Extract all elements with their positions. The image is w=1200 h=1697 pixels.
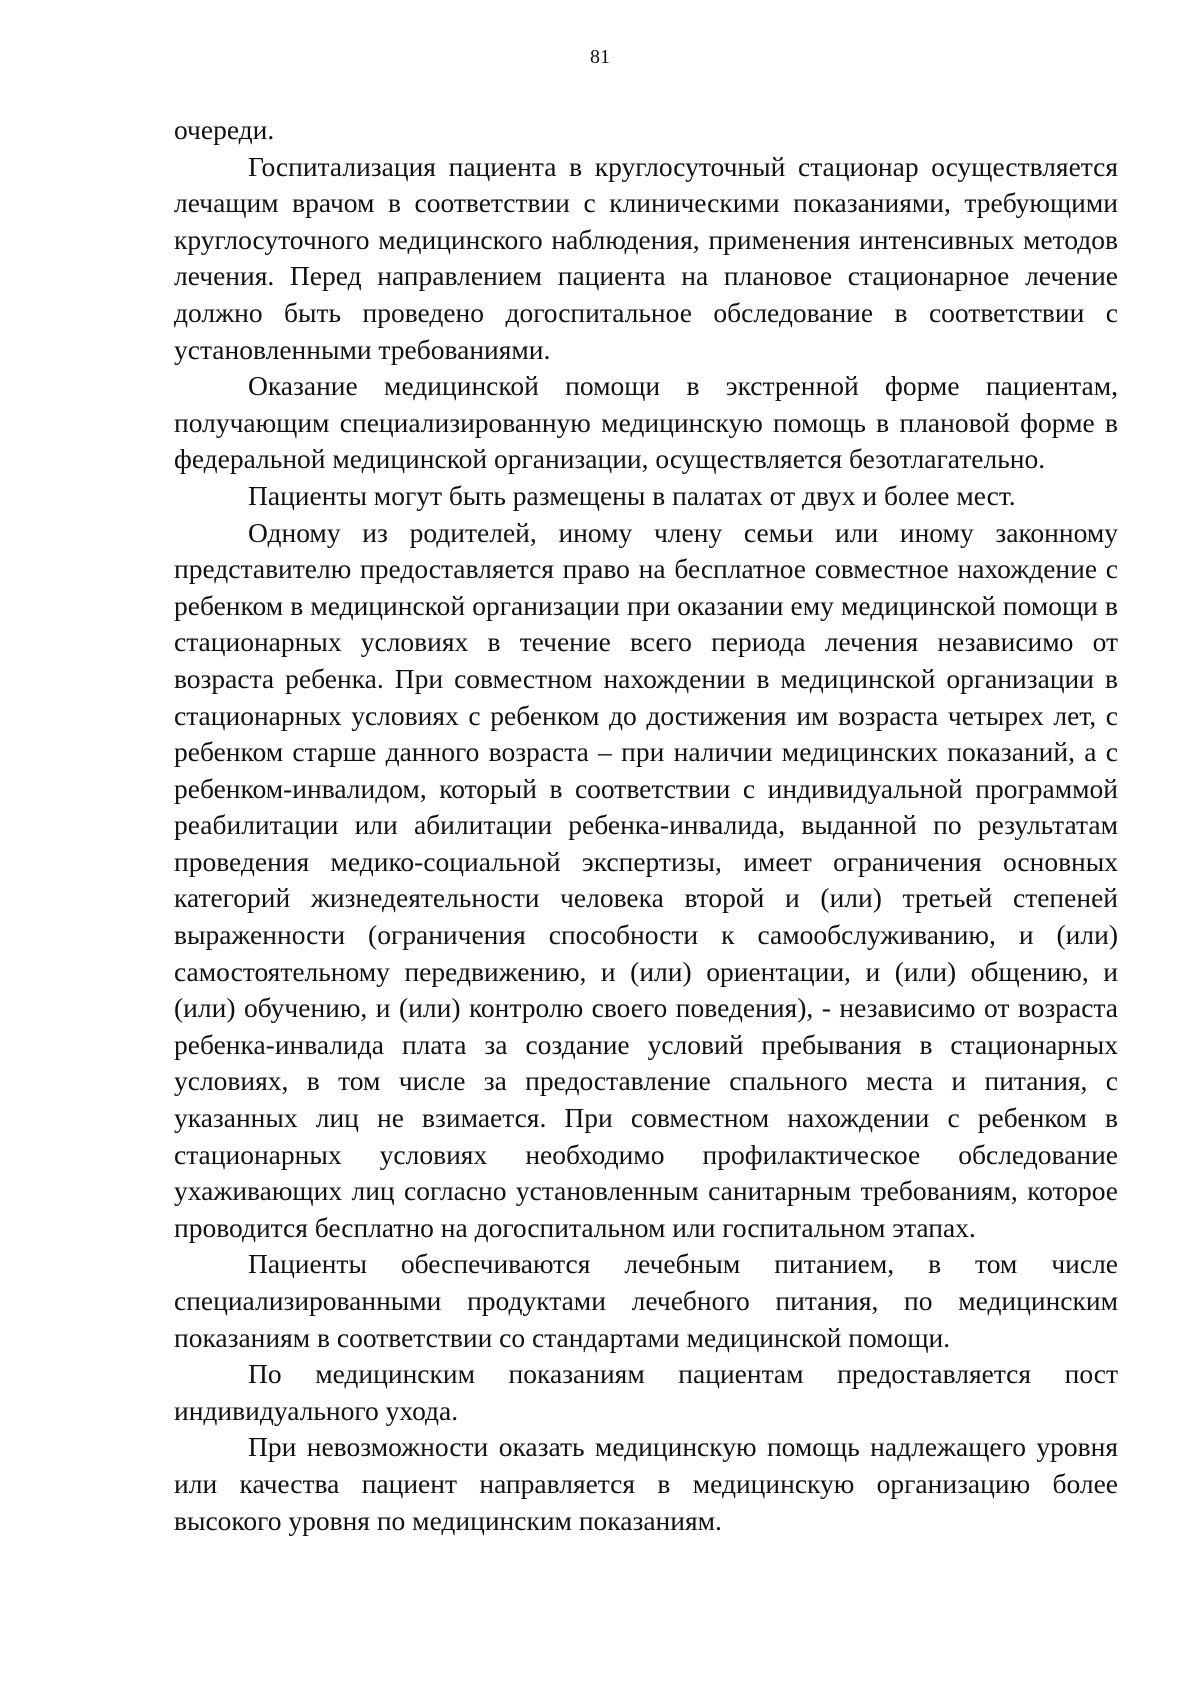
document-body — [174, 112, 1118, 1539]
page-number: 81 — [590, 46, 610, 68]
paragraph-emergency-care: Оказание медицинской помощи в экстренной форме пациентам, получающим специализированную медицинскую помощь в плановой форме в федеральной медицинской организации, осуществляется безотлагательно. — [174, 370, 1118, 475]
paragraph-individual-care: По медицинским показаниям пациентам предоставляется пост индивидуального ухода. — [174, 1358, 1118, 1426]
paragraph-parent-accommodation: Одному из родителей, иному члену семьи или иному законному представителю предоставляется право на бесплатное совместное нахождение с ребенком в медицинской организации при оказании ему медицинской помощи в стационарных условиях в течение всего периода лечения независимо от возраста ребенка. При совместном нахождении в медицинской организации в стационарных условиях с ребенком до достижения им возраста четырех лет, с ребенком старше данного возраста – при наличии медицинских показаний, а с ребенком-инвалидом, который в соответствии с индивидуальной программой реабилитации или абилитации ребенка-инвалида, выданной по результатам проведения медико-социальной экспертизы, имеет ограничения основных категорий жизнедеятельности человека второй и (или) третьей степеней выраженности (ограничения способности к самообслуживанию, и (или) самостоятельному передвижению, и (или) ориентации, и (или) общению, и (или) обучению, и (или) контролю своего поведения), - независимо от возраста ребенка-инвалида плата за создание условий пребывания в стационарных условиях, в том числе за предоставление спального места и питания, с указанных лиц не взимается. При совместном нахождении с ребенком в стационарных условиях необходимо профилактическое обследование ухаживающих лиц согласно установленным санитарным требованиям, которое проводится бесплатно на догоспитальном или госпитальном этапах. — [174, 516, 1118, 1243]
paragraph-transfer: При невозможности оказать медицинскую помощь надлежащего уровня или качества пациент направляется в медицинскую организацию более высокого уровня по медицинским показаниям. — [174, 1431, 1118, 1536]
paragraph-continuation: очереди. — [174, 114, 275, 145]
paragraph-therapeutic-nutrition: Пациенты обеспечиваются лечебным питанием, в том числе специализированными продуктами лечебного питания, по медицинским показаниям в соответствии со стандартами медицинской помощи. — [174, 1248, 1118, 1353]
paragraph-ward-placement: Пациенты могут быть размещены в палатах от двух и более мест. — [248, 479, 1016, 511]
paragraph-hospitalization: Госпитализация пациента в круглосуточный стационар осуществляется лечащим врачом в соответствии с клиническими показаниями, требующими круглосуточного медицинского наблюдения, применения интенсивных методов лечения. Перед направлением пациента на плановое стационарное лечение должно быть проведено догоспитальное обследование в соответствии с установленными требованиями. — [174, 150, 1118, 365]
